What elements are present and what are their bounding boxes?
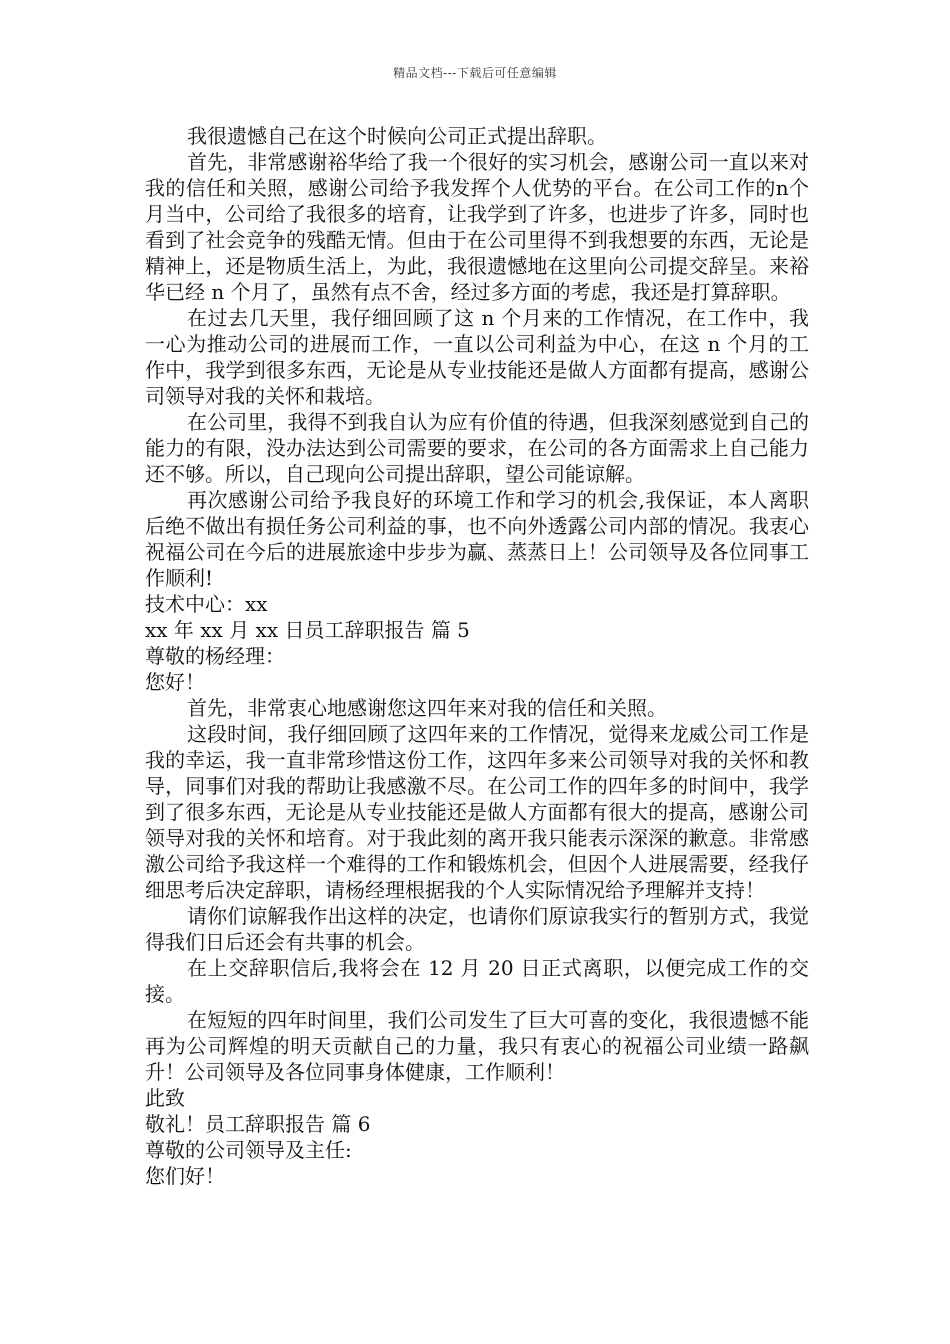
page-header: 精品文档---下载后可任意编辑: [393, 66, 557, 80]
paragraph-opening: 我很遗憾自己在这个时候向公司正式提出辞职。: [187, 124, 607, 148]
section-heading-6: 敬礼！员工辞职报告 篇 6: [145, 1112, 371, 1136]
signature-department: 技术中心：xx: [145, 592, 268, 616]
paragraph-thanks: 首先，非常感谢裕华给了我一个很好的实习机会，感谢公司一直以来对我的信任和关照，感谢公司给予我发挥个人优势的平台。在公司工作的n个月当中，公司给了我很多的培育，让我学到了许多，也进步了许多，同时也看到了社会竞争的残酷无情。但由于在公司里得不到我想要的东西，无论是精神上，还是物质生活上，为此，我很遗憾地在这里向公司提交辞呈。来裕华已经 n 个月了，虽然有点不舍，经过多方面的考虑，我还是打算辞职。: [145, 150, 809, 304]
closing-phrase: 此致: [145, 1086, 185, 1110]
greeting: 您好！: [145, 670, 205, 694]
document-body: [145, 123, 809, 1189]
paragraph-promise: 再次感谢公司给予我良好的环境工作和学习的机会,我保证，本人离职后绝不做出有损任务公司利益的事，也不向外透露公司内部的情况。我衷心祝福公司在今后的进展旅途中步步为赢、蒸蒸日上！公司领导及各位同事工作顺利!: [145, 488, 809, 590]
paragraph-reflection: 这段时间，我仔细回顾了这四年来的工作情况，觉得来龙威公司工作是我的幸运，我一直非常珍惜这份工作，这四年多来公司领导对我的关怀和教导，同事们对我的帮助让我感激不尽。在公司工作的四年多的时间中，我学到了很多东西，无论是从专业技能还是做人方面都有很大的提高，感谢公司领导对我的关怀和培育。对于我此刻的离开我只能表示深深的歉意。非常感激公司给予我这样一个难得的工作和锻炼机会，但因个人进展需要，经我仔细思考后决定辞职，请杨经理根据我的个人实际情况给予理解并支持！: [145, 722, 809, 902]
paragraph-reason: 在公司里，我得不到我自认为应有价值的待遇，但我深刻感觉到自己的能力的有限，没办法达到公司需要的要求，在公司的各方面需求上自己能力还不够。所以，自己现向公司提出辞职，望公司能谅解。: [145, 410, 809, 486]
paragraph-gratitude: 首先，非常衷心地感谢您这四年来对我的信任和关照。: [187, 696, 667, 720]
greeting-6: 您们好！: [145, 1164, 225, 1188]
salutation-6: 尊敬的公司领导及主任:: [145, 1138, 352, 1162]
paragraph-wishes: 在短短的四年时间里，我们公司发生了巨大可喜的变化，我很遗憾不能再为公司辉煌的明天贡献自己的力量，我只有衷心的祝福公司业绩一路飙升！公司领导及各位同事身体健康，工作顺利！: [145, 1008, 809, 1084]
paragraph-handover: 在上交辞职信后,我将会在 12 月 20 日正式离职，以便完成工作的交接。: [145, 956, 809, 1006]
section-heading-5: xx 年 xx 月 xx 日员工辞职报告 篇 5: [145, 618, 470, 642]
paragraph-apology: 请你们谅解我作出这样的决定，也请你们原谅我实行的暂别方式，我觉得我们日后还会有共事的机会。: [145, 904, 809, 954]
salutation: 尊敬的杨经理：: [145, 644, 285, 668]
paragraph-review: 在过去几天里，我仔细回顾了这 n 个月来的工作情况，在工作中，我一心为推动公司的进展而工作，一直以公司利益为中心，在这 n 个月的工作中，我学到很多东西，无论是从专业技能还是做人方面都有提高，感谢公司领导对我的关怀和栽培。: [145, 306, 809, 408]
